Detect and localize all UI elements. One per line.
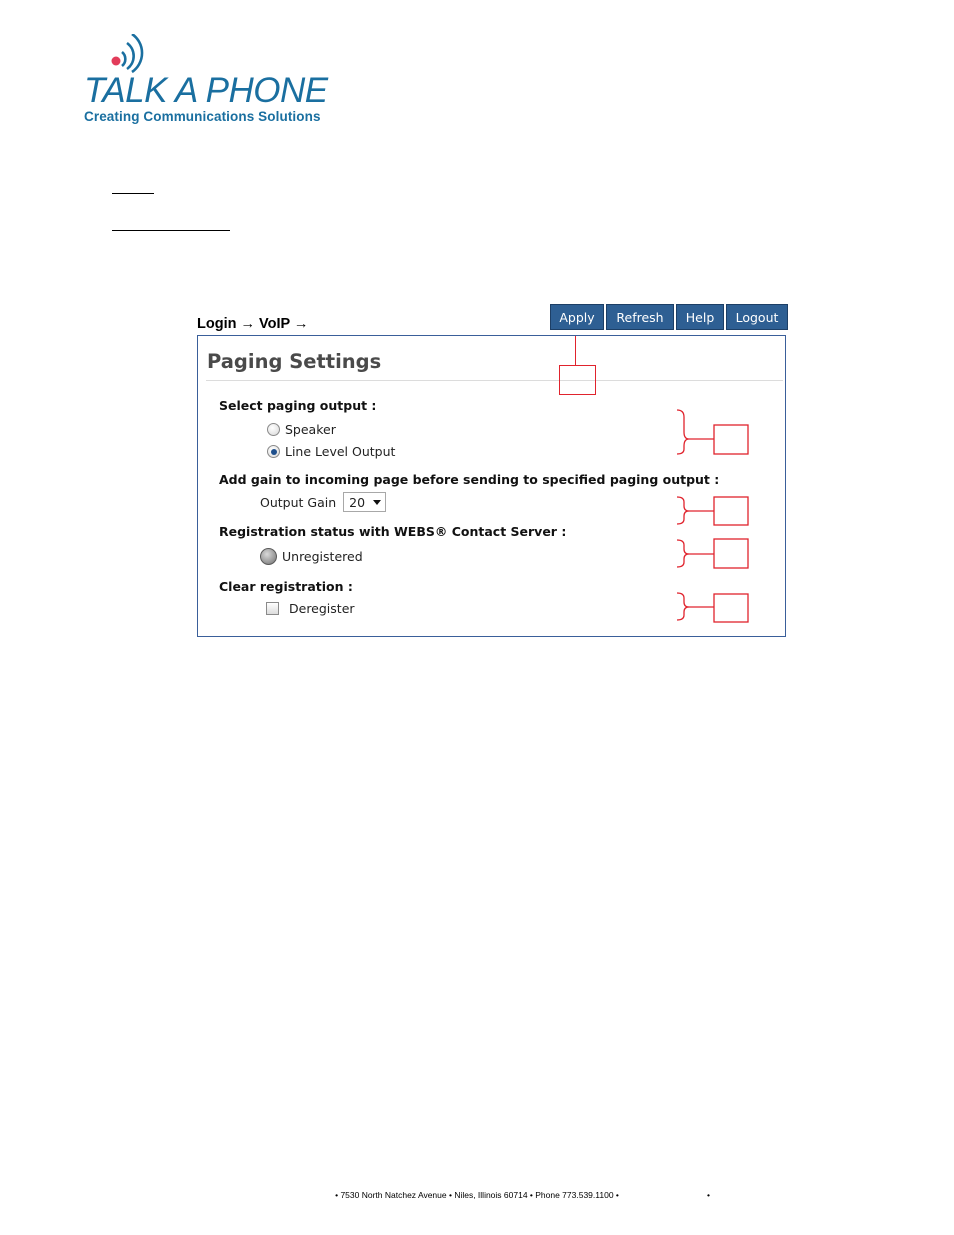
footer-bullet: • <box>707 1190 710 1200</box>
registration-status-text: Unregistered <box>282 549 363 564</box>
apply-button[interactable]: Apply <box>550 304 604 330</box>
line-level-output-radio[interactable] <box>267 445 280 458</box>
heading-underline-short <box>112 193 154 194</box>
deregister-option[interactable] <box>266 601 355 616</box>
status-light-icon <box>260 548 277 565</box>
line-level-output-option[interactable] <box>267 444 395 459</box>
footer-address <box>0 1190 954 1200</box>
callout-brackets <box>670 405 760 630</box>
speaker-radio[interactable] <box>267 423 280 436</box>
line-level-output-option-label: Line Level Output <box>285 444 396 459</box>
breadcrumb: Login → VoIP → <box>197 316 309 332</box>
title-divider <box>206 380 783 381</box>
sound-waves-icon <box>108 34 158 74</box>
speaker-option-label: Speaker <box>285 422 336 437</box>
speaker-option[interactable] <box>267 422 336 437</box>
footer-address-text: • 7530 North Natchez Avenue • Niles, Illinois 60714 • Phone 773.539.1100 • <box>335 1190 619 1200</box>
refresh-button[interactable]: Refresh <box>606 304 674 330</box>
registration-status <box>260 548 363 565</box>
deregister-checkbox[interactable] <box>266 602 279 615</box>
logo-tagline: Creating Communications Solutions <box>84 109 321 124</box>
output-gain-label: Output Gain <box>260 494 337 510</box>
output-gain-value: 20 <box>349 494 366 510</box>
output-gain-row <box>260 492 386 512</box>
callout-line-apply <box>575 336 576 365</box>
callout-box-apply <box>559 365 596 395</box>
deregister-label: Deregister <box>289 601 355 616</box>
output-gain-select[interactable] <box>343 492 386 512</box>
heading-underline-long <box>112 230 230 231</box>
chevron-down-icon <box>373 500 381 505</box>
paging-output-label: Select paging output : <box>219 398 377 413</box>
page-title: Paging Settings <box>207 350 382 373</box>
logo-wordmark: TALK A PHONE <box>84 71 328 110</box>
gain-label: Add gain to incoming page before sending to specified paging output : <box>219 472 720 487</box>
toolbar <box>550 304 788 330</box>
registration-label: Registration status with WEBS® Contact Server : <box>219 524 567 539</box>
clear-registration-label: Clear registration : <box>219 579 353 594</box>
logout-button[interactable]: Logout <box>726 304 788 330</box>
help-button[interactable]: Help <box>676 304 724 330</box>
company-logo <box>84 34 354 129</box>
